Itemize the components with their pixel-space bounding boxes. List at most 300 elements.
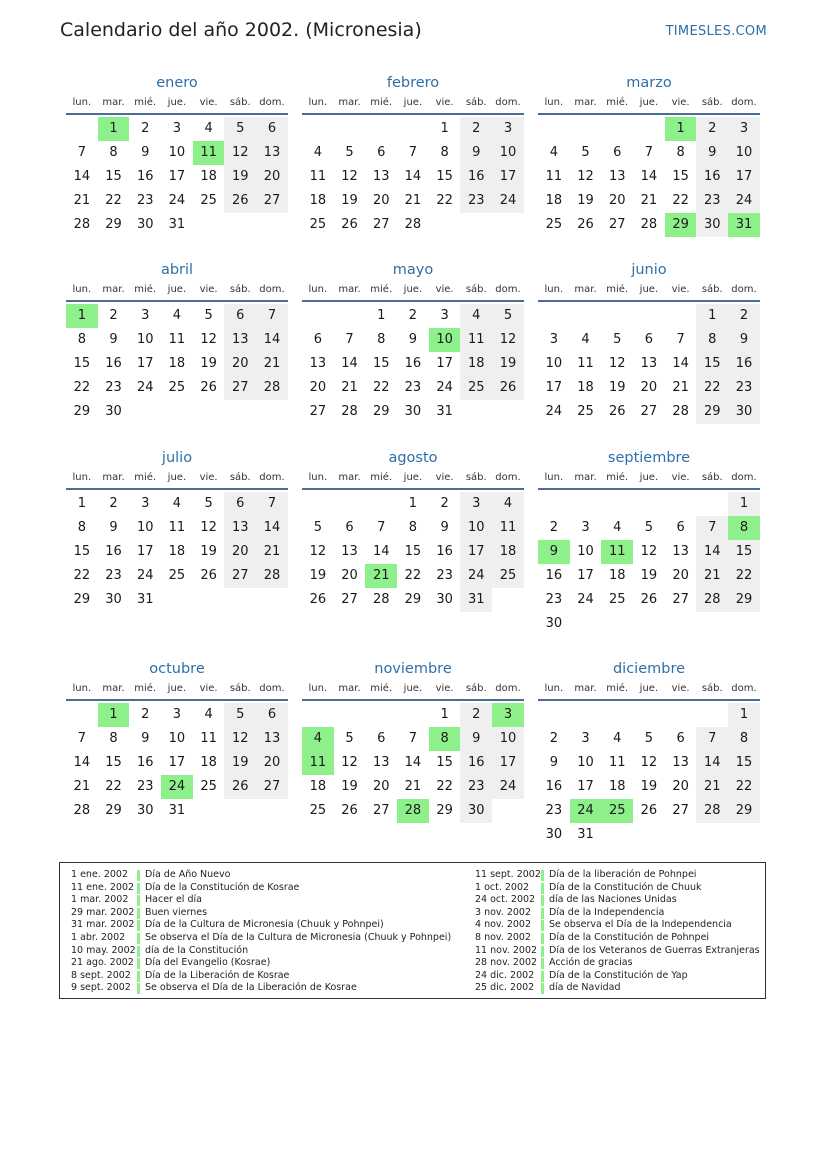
weekend-day: 31 [460,588,492,612]
day-cell: 1 [377,308,386,323]
weekday-label: mié. [370,683,393,694]
month-name: febrero [386,75,440,91]
weekday-label: vie. [671,683,690,694]
holiday-day: 1 [98,117,130,141]
weekend-day: 18 [460,352,492,376]
weekend-day: 24 [492,775,524,799]
weekday-label: lun. [308,472,328,483]
day-cell: 20 [372,193,390,208]
holiday-entry [71,869,451,882]
weekend-day: 13 [256,727,288,751]
weekend-day: 10 [492,141,524,165]
holiday-entry [71,945,451,958]
empty-cell [601,492,633,516]
weekday-label: jue. [403,284,423,295]
empty-cell [665,492,697,516]
day-cell: 17 [168,755,186,770]
weekday-label: sáb. [701,284,723,295]
weekend-day: 13 [256,141,288,165]
weekend-day: 12 [224,727,256,751]
week-row [538,141,760,165]
holiday-marker [137,908,140,919]
weekday-label: sáb. [465,472,487,483]
holiday-day: 24 [161,775,193,799]
day-cell: 14 [372,544,390,559]
weekend-day: 11 [492,516,524,540]
day-cell: 30 [136,217,154,232]
header-divider [538,699,760,701]
day-cell: 27 [372,217,390,232]
holiday-entry [475,970,760,983]
day-cell: 19 [309,568,327,583]
day-cell: 25 [309,803,327,818]
weekday-label: mié. [606,284,629,295]
day-cell: 9 [141,731,150,746]
weekday-header [538,96,760,110]
weekend-day: 19 [224,751,256,775]
month-mayo [302,260,524,424]
day-cell: 9 [549,755,558,770]
day-cell: 22 [436,193,453,208]
day-cell: 11 [200,731,217,746]
day-cell: 28 [404,217,422,232]
day-cell: 27 [341,592,358,607]
day-cell: 26 [200,380,217,395]
day-cell: 4 [581,332,590,347]
weekday-label: mié. [370,284,393,295]
day-cell: 23 [136,193,154,208]
day-cell: 13 [372,755,390,770]
weekday-label: sáb. [229,472,251,483]
day-cell: 11 [577,356,594,371]
weekday-label: mié. [134,472,157,483]
weekday-label: lun. [544,284,564,295]
day-cell: 24 [168,193,186,208]
holiday-marker [137,870,140,881]
weekend-day: 6 [256,117,288,141]
day-cell: 7 [676,332,685,347]
holiday-day: 29 [665,213,697,237]
weekend-day: 29 [696,400,728,424]
weekday-header [66,96,288,110]
holiday-entry [71,957,451,970]
header-divider [66,300,288,302]
week-row [66,703,288,727]
day-cell: 2 [549,731,558,746]
header-divider [302,300,524,302]
holiday-day: 8 [429,727,461,751]
day-cell: 18 [168,356,186,371]
day-cell: 28 [672,404,689,419]
weekday-header [302,283,524,297]
day-cell: 21 [73,193,91,208]
holiday-entry [475,882,760,895]
day-cell: 29 [372,404,390,419]
empty-cell [601,823,633,847]
holiday-name: Día de la Independencia [549,906,665,918]
holiday-entry [475,919,760,932]
holiday-name: Acción de gracias [549,957,633,969]
day-cell: 25 [309,217,327,232]
weekday-header [538,471,760,485]
holiday-marker [137,946,140,957]
weekend-day: 9 [460,141,492,165]
day-cell: 18 [200,169,217,184]
day-cell: 31 [577,827,594,842]
month-name: noviembre [374,661,452,677]
day-cell: 18 [309,193,327,208]
weekend-day: 7 [696,727,728,751]
day-cell: 22 [105,193,122,208]
weekend-day: 30 [696,213,728,237]
day-cell: 16 [545,568,563,583]
weekday-label: jue. [167,472,187,483]
day-cell: 30 [436,592,453,607]
weekday-header [66,283,288,297]
header-divider [538,488,760,490]
weekday-label: sáb. [465,97,487,108]
weekend-day: 21 [256,352,288,376]
day-cell: 29 [105,803,122,818]
day-cell: 12 [200,520,217,535]
weekday-label: mar. [102,284,125,295]
holiday-day: 11 [601,540,633,564]
day-cell: 15 [105,169,122,184]
month-name: septiembre [607,450,691,466]
weekday-label: sáb. [701,97,723,108]
day-cell: 14 [404,755,422,770]
day-cell: 24 [577,592,594,607]
day-cell: 16 [404,356,422,371]
header-divider [538,113,760,115]
weekday-label: mar. [102,472,125,483]
weekday-label: jue. [639,284,659,295]
week-row [302,703,524,727]
weekday-label: sáb. [229,97,251,108]
day-cell: 19 [341,779,358,794]
holiday-date: 11 ene. 2002 [71,881,135,893]
holiday-day: 31 [728,213,760,237]
day-cell: 28 [73,217,91,232]
weekday-label: vie. [199,284,218,295]
weekday-header [302,471,524,485]
weekend-day: 21 [256,540,288,564]
day-cell: 24 [545,404,563,419]
weekday-label: dom. [259,284,285,295]
day-cell: 22 [105,779,122,794]
week-row [302,540,524,564]
weekend-day: 21 [696,564,728,588]
weekday-label: lun. [72,284,92,295]
holiday-marker [137,933,140,944]
day-cell: 25 [545,217,563,232]
empty-cell [538,304,570,328]
weekday-header [66,471,288,485]
empty-cell [66,117,98,141]
day-cell: 7 [345,332,354,347]
weekend-day: 9 [728,328,760,352]
weekday-label: dom. [495,284,521,295]
weekend-day: 1 [728,492,760,516]
day-cell: 6 [377,731,386,746]
day-cell: 11 [309,169,327,184]
day-cell: 14 [73,755,91,770]
weekday-label: dom. [259,97,285,108]
empty-cell [302,703,334,727]
day-cell: 6 [377,145,386,160]
weekend-day: 17 [492,751,524,775]
day-cell: 18 [200,755,217,770]
day-cell: 21 [404,779,422,794]
day-cell: 10 [577,755,594,770]
weekend-day: 17 [728,165,760,189]
week-row [302,492,524,516]
day-cell: 26 [309,592,327,607]
holiday-entry [475,945,760,958]
week-row [66,165,288,189]
holiday-day: 25 [601,799,633,823]
week-row [538,751,760,775]
header-divider [302,699,524,701]
day-cell: 4 [204,707,213,722]
empty-cell [570,612,602,636]
empty-cell [696,612,728,636]
day-cell: 3 [549,332,558,347]
day-cell: 20 [672,568,689,583]
weekend-day: 18 [492,540,524,564]
day-cell: 29 [436,803,453,818]
weekday-label: vie. [671,284,690,295]
day-cell: 27 [309,404,327,419]
empty-cell [256,588,288,612]
empty-cell [460,400,492,424]
weekend-day: 27 [256,189,288,213]
day-cell: 17 [577,779,594,794]
weekday-label: mié. [134,284,157,295]
weekday-label: mié. [134,683,157,694]
day-cell: 23 [105,380,122,395]
day-cell: 1 [408,496,418,511]
day-cell: 12 [200,332,217,347]
empty-cell [302,492,334,516]
weekend-day: 2 [460,703,492,727]
day-cell: 6 [313,332,322,347]
weekday-label: dom. [731,97,757,108]
day-cell: 15 [404,544,422,559]
day-cell: 3 [440,308,449,323]
empty-cell [397,703,429,727]
month-name: octubre [149,661,205,677]
week-row [538,376,760,400]
day-cell: 15 [73,356,91,371]
weekend-day: 15 [696,352,728,376]
weekday-label: mar. [338,472,361,483]
week-row [302,751,524,775]
day-cell: 18 [545,193,563,208]
empty-cell [492,588,524,612]
weekday-label: mar. [574,97,597,108]
day-cell: 3 [581,731,590,746]
weekday-label: mié. [606,97,629,108]
weekend-day: 3 [460,492,492,516]
holiday-marker [137,920,140,931]
holiday-day: 11 [193,141,225,165]
day-cell: 4 [549,145,558,160]
week-row [66,400,288,424]
weekday-label: mar. [574,284,597,295]
week-row [538,727,760,751]
week-row [302,213,524,237]
week-row [538,117,760,141]
holiday-date: 10 may. 2002 [71,944,136,956]
day-cell: 20 [341,568,358,583]
empty-cell [665,612,697,636]
day-cell: 15 [436,169,453,184]
holiday-name: Día de la Constitución de Kosrae [145,881,300,893]
day-cell: 3 [581,520,590,535]
day-cell: 26 [577,217,594,232]
weekend-day: 26 [492,376,524,400]
day-cell: 9 [440,520,449,535]
holiday-date: 25 dic. 2002 [475,982,535,994]
weekend-day: 10 [728,141,760,165]
weekend-day: 11 [460,328,492,352]
day-cell: 26 [608,404,626,419]
day-cell: 12 [640,755,658,770]
week-row [66,304,288,328]
weekday-label: vie. [435,472,454,483]
day-cell: 17 [136,544,154,559]
week-row [538,612,760,636]
day-cell: 27 [672,803,689,818]
weekend-day: 25 [460,376,492,400]
day-cell: 25 [200,193,217,208]
empty-cell [365,492,397,516]
weekend-day: 2 [728,304,760,328]
day-cell: 18 [309,779,327,794]
empty-cell [334,492,366,516]
weekday-label: jue. [403,683,423,694]
day-cell: 23 [404,380,422,395]
weekday-header [302,682,524,696]
weekend-day: 6 [256,703,288,727]
day-cell: 10 [168,145,186,160]
weekday-label: dom. [731,683,757,694]
week-row [538,588,760,612]
day-cell: 3 [141,308,150,323]
day-cell: 20 [672,779,689,794]
week-row [66,117,288,141]
day-cell: 21 [341,380,358,395]
day-cell: 31 [436,404,453,419]
holiday-date: 4 nov. 2002 [475,919,531,931]
day-cell: 4 [172,496,182,511]
day-cell: 19 [640,779,658,794]
weekend-day: 7 [256,492,288,516]
week-row [302,376,524,400]
weekend-day: 28 [696,588,728,612]
week-row [538,492,760,516]
weekday-label: vie. [435,284,454,295]
weekend-day: 6 [224,492,256,516]
day-cell: 8 [377,332,386,347]
weekend-day: 19 [492,352,524,376]
holiday-marker [541,933,544,944]
weekend-day: 28 [256,564,288,588]
holiday-date: 24 dic. 2002 [475,969,535,981]
weekend-day: 30 [728,400,760,424]
day-cell: 12 [309,544,327,559]
weekday-label: mié. [606,683,629,694]
weekend-day: 3 [492,117,524,141]
month-septiembre [538,448,760,636]
weekday-label: jue. [167,97,187,108]
holiday-day: 10 [429,328,461,352]
holiday-date: 21 ago. 2002 [71,957,134,969]
empty-cell [570,492,602,516]
day-cell: 23 [436,568,453,583]
day-cell: 17 [577,568,594,583]
day-cell: 11 [168,520,186,535]
weekend-day: 5 [224,117,256,141]
day-cell: 27 [372,803,390,818]
empty-cell [224,588,256,612]
weekday-label: mar. [338,97,361,108]
holiday-date: 11 nov. 2002 [475,944,538,956]
day-cell: 14 [640,169,658,184]
holiday-day: 28 [397,799,429,823]
day-cell: 28 [341,404,358,419]
weekend-day: 10 [492,727,524,751]
weekend-day: 5 [224,703,256,727]
day-cell: 22 [372,380,390,395]
holiday-entry [71,932,451,945]
weekend-day: 14 [696,751,728,775]
day-cell: 31 [168,803,186,818]
brand-link[interactable]: TIMESLES.COM [665,24,767,39]
weekday-label: mié. [370,97,393,108]
header-divider [66,113,288,115]
empty-cell [256,799,288,823]
day-cell: 5 [313,520,322,535]
week-row [302,304,524,328]
day-cell: 27 [608,217,626,232]
day-cell: 23 [105,568,122,583]
weekend-day: 13 [224,516,256,540]
empty-cell [696,823,728,847]
day-cell: 1 [440,121,449,136]
day-cell: 18 [608,568,626,583]
weekday-label: jue. [639,97,659,108]
weekday-label: sáb. [701,683,723,694]
weekday-label: mié. [370,472,393,483]
header-divider [302,113,524,115]
holiday-date: 8 sept. 2002 [71,969,131,981]
holiday-date: 1 ene. 2002 [71,869,128,880]
day-cell: 8 [408,520,418,535]
month-name: abril [160,262,194,278]
weekend-day: 15 [728,540,760,564]
week-row [66,727,288,751]
day-cell: 29 [105,217,122,232]
day-cell: 31 [168,217,186,232]
weekday-label: lun. [308,284,328,295]
weekend-day: 12 [224,141,256,165]
weekday-header [538,682,760,696]
day-cell: 14 [672,356,689,371]
weekday-label: vie. [435,97,454,108]
day-cell: 6 [345,520,354,535]
